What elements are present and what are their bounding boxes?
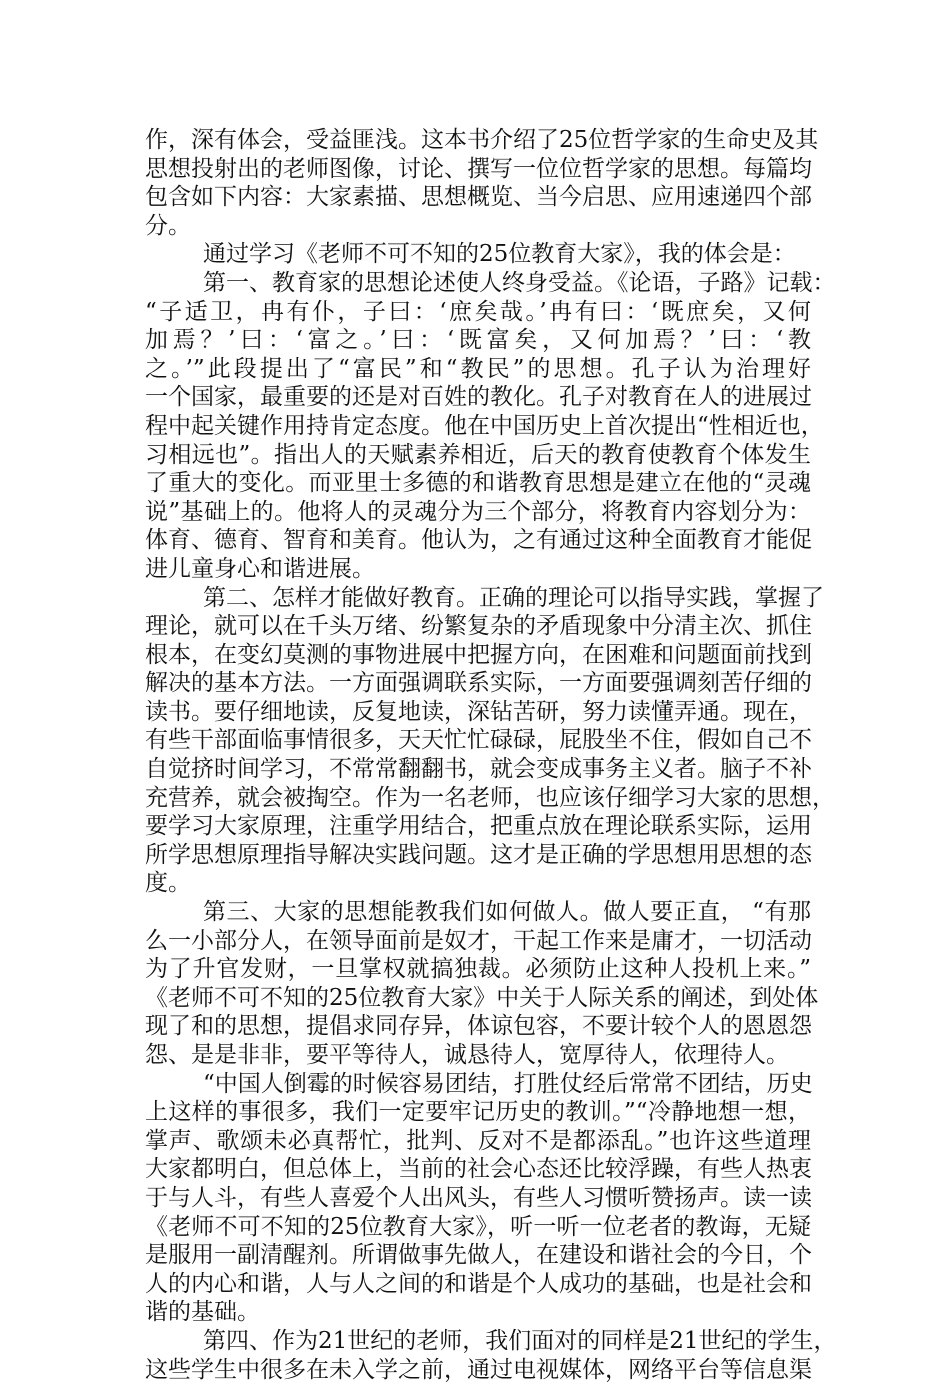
document-page (145, 126, 837, 1384)
text-line: 是服用一副清醒剂。所谓做事先做人，在建设和谐社会的今日，个 (145, 1242, 812, 1269)
text-line: 根本，在变幻莫测的事物进展中把握方向，在困难和问题面前找到 (145, 641, 812, 668)
text-line: 解决的基本方法。一方面强调联系实际，一方面要强调刻苦仔细的 (145, 670, 812, 697)
text-line: 一个国家，最重要的还是对百姓的教化。孔子对教育在人的进展过 (145, 384, 812, 411)
text-line: 所学思想原理指导解决实践问题。这才是正确的学思想用思想的态 (145, 841, 812, 868)
text-line: 程中起关键作用持肯定态度。他在中国历史上首次提出“性相近也， (145, 412, 824, 439)
text-line: 谐的基础。 (145, 1299, 260, 1326)
text-line: 于与人斗，有些人喜爱个人出风头，有些人习惯听赞扬声。读一读 (145, 1184, 812, 1211)
text-line: 大家都明白，但总体上，当前的社会心态还比较浮躁，有些人热衷 (145, 1156, 812, 1183)
text-line: 之。’”此段提出了“富民”和“教民”的思想。孔子认为治理好 (145, 355, 811, 382)
text-line: 要学习大家原理，注重学用结合，把重点放在理论联系实际，运用 (145, 813, 812, 840)
text-line: 作，深有体会，受益匪浅。这本书介绍了25位哲学家的生命史及其 (145, 127, 819, 153)
text-line: 掌声、歌颂未必真帮忙，批判、反对不是都添乱。”也许这些道理 (145, 1127, 811, 1154)
text-line: 第一、教育家的思想论述使人终身受益。《论语，子路》记载： (203, 269, 836, 296)
text-line: 了重大的变化。而亚里士多德的和谐教育思想是建立在他的“灵魂 (145, 470, 811, 497)
text-line: 么一小部分人，在领导面前是奴才，干起工作来是庸才，一切活动 (145, 927, 812, 954)
text-line: 充营养，就会被掏空。作为一名老师，也应该仔细学习大家的思想， (145, 784, 835, 811)
text-line: 怨、是是非非，要平等待人，诚恳待人，宽厚待人，依理待人。 (145, 1042, 789, 1068)
text-line: 包含如下内容：大家素描、思想概览、当今启思、应用速递四个部 (145, 184, 812, 211)
text-line: 《老师不可不知的25位教育大家》中关于人际关系的阐述，到处体 (145, 984, 819, 1011)
text-line: 分。 (145, 212, 191, 239)
text-line: 第二、怎样才能做好教育。正确的理论可以指导实践，掌握了 (203, 584, 824, 611)
text-line: 自觉挤时间学习，不常常翻翻书，就会变成事务主义者。脑子不补 (145, 756, 812, 783)
text-line: 人的内心和谐，人与人之间的和谐是个人成功的基础，也是社会和 (145, 1270, 812, 1297)
text-line: 有些干部面临事情很多，天天忙忙碌碌，屁股坐不住，假如自己不 (145, 727, 812, 754)
text-line: 习相远也”。指出人的天赋素养相近，后天的教育使教育个体发生 (145, 441, 811, 468)
text-line: 说”基础上的。他将人的灵魂分为三个部分，将教育内容划分为： (145, 498, 811, 525)
text-line: “子适卫，冉有仆，子曰：‘庶矣哉。’冉有曰：‘既庶矣，又何 (145, 298, 811, 325)
text-line: 这些学生中很多在未入学之前，通过电视媒体，网络平台等信息渠 (145, 1356, 812, 1383)
text-line: “中国人倒霉的时候容易团结，打胜仗经后常常不团结，历史 (203, 1070, 813, 1097)
text-line: 进儿童身心和谐进展。 (145, 555, 375, 582)
text-line: 为了升官发财，一旦掌权就搞独裁。必须防止这种人投机上来。” (145, 956, 811, 983)
text-line: 通过学习《老师不可不知的25位教育大家》，我的体会是： (203, 241, 796, 268)
text-line: 现了和的思想，提倡求同存异，体谅包容，不要计较个人的恩恩怨 (145, 1013, 812, 1040)
text-line: 读书。要仔细地读，反复地读，深钻苦研，努力读懂弄通。现在， (145, 698, 812, 725)
text-line: 第四、作为21世纪的老师，我们面对的同样是21世纪的学生， (203, 1327, 837, 1354)
text-line: 加焉？’曰：‘富之。’曰：‘既富矣，又何加焉？’曰：‘教 (145, 327, 811, 354)
text-line: 思想投射出的老师图像，讨论、撰写一位位哲学家的思想。每篇均 (145, 155, 812, 182)
text-line: 《老师不可不知的25位教育大家》，听一听一位老者的教诲，无疑 (145, 1213, 811, 1240)
text-line: 度。 (145, 870, 191, 897)
text-line: 体育、德育、智育和美育。他认为，之有通过这种全面教育才能促 (145, 527, 812, 554)
text-line: 理论，就可以在千头万绪、纷繁复杂的矛盾现象中分清主次、抓住 (145, 613, 812, 640)
text-line: 上这样的事很多，我们一定要牢记历史的教训。”“冷静地想一想， (145, 1099, 811, 1126)
text-line: 第三、大家的思想能教我们如何做人。做人要正直， “有那 (203, 899, 811, 926)
